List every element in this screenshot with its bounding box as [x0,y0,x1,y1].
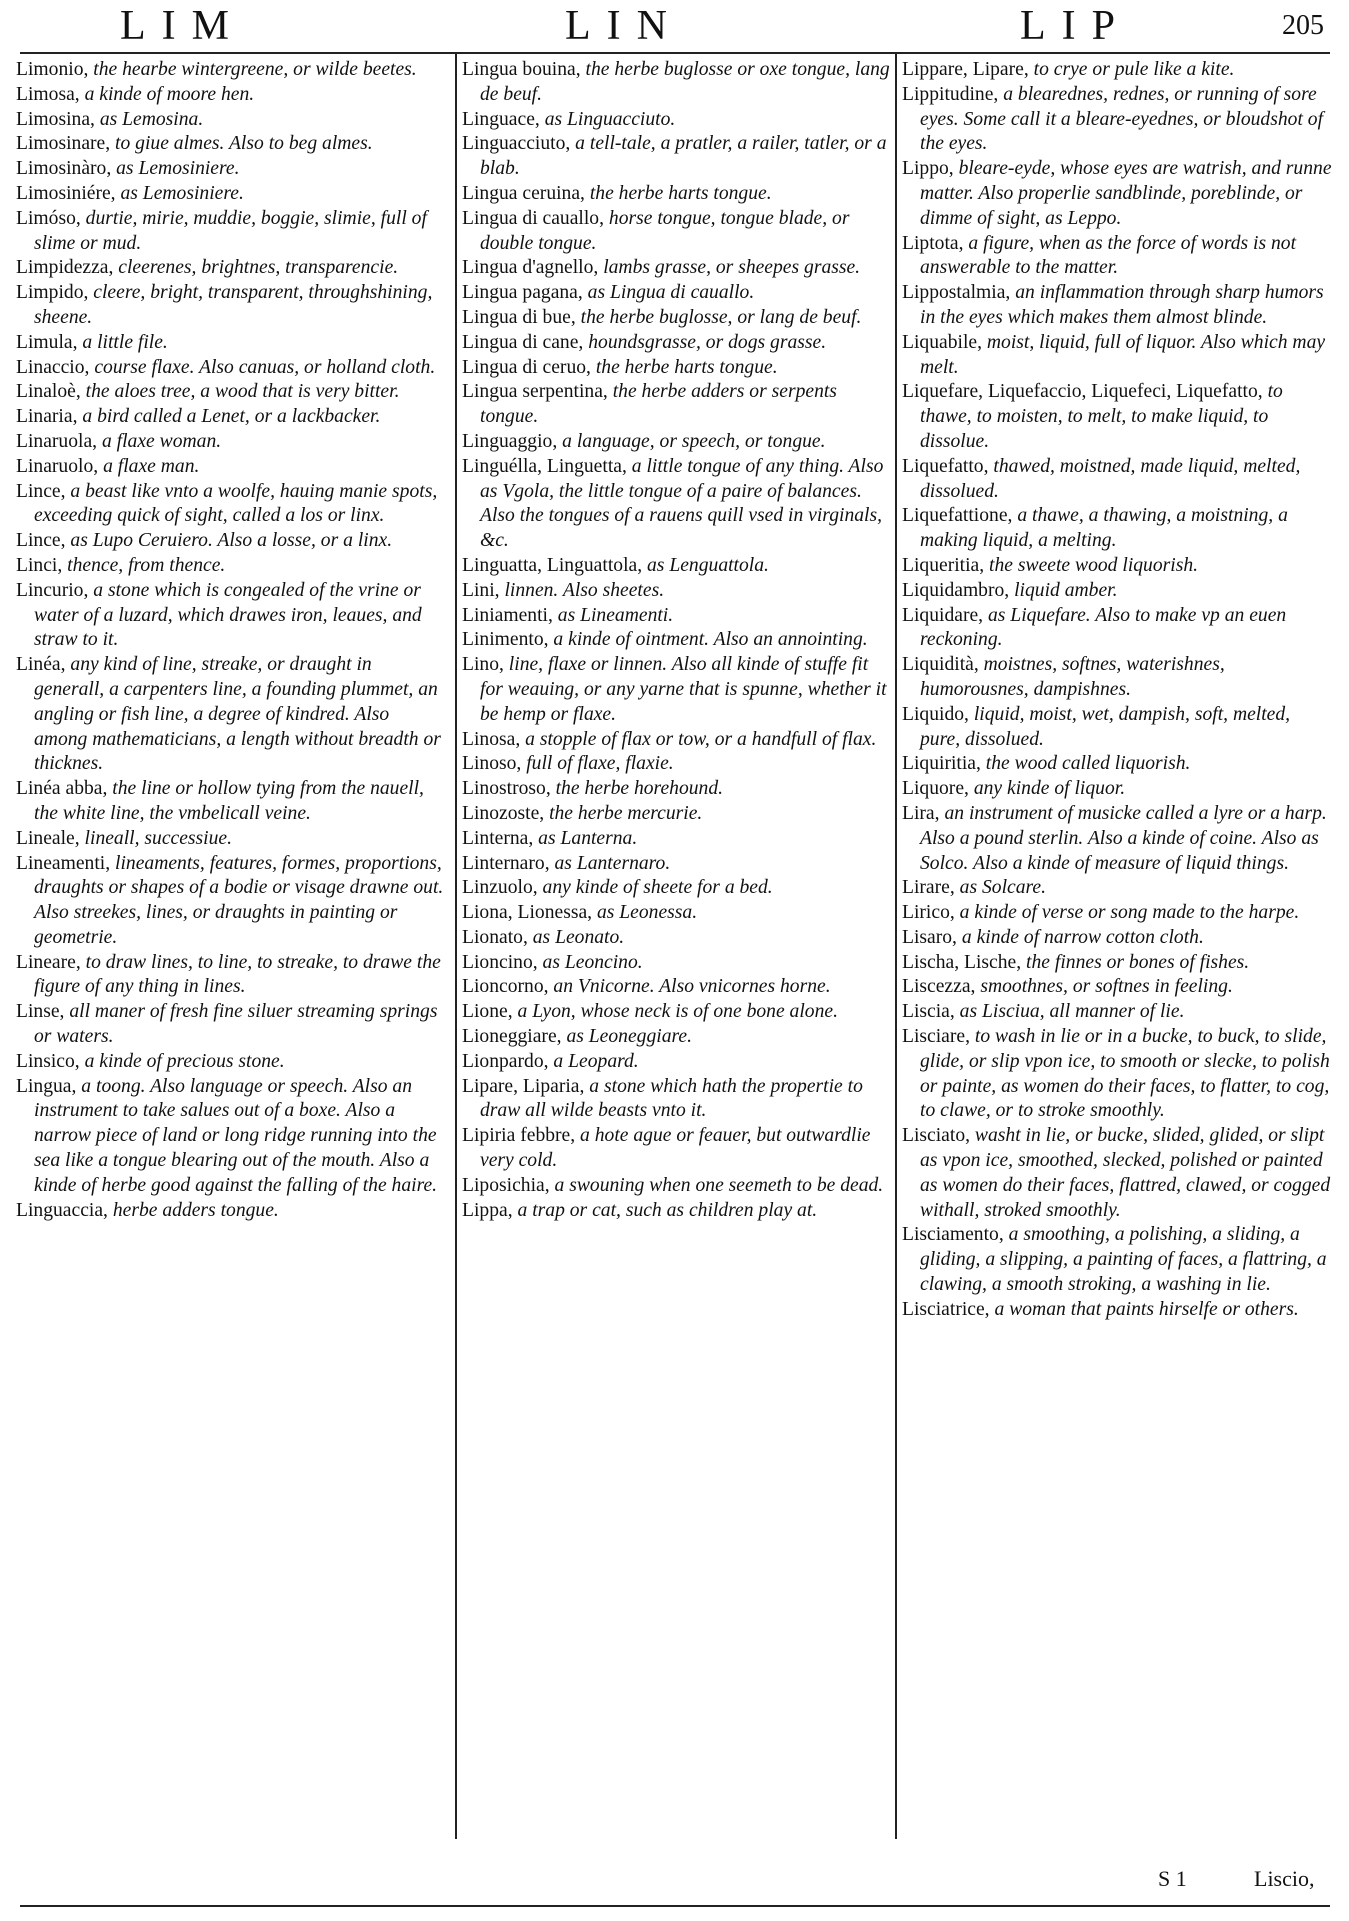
dictionary-entry [902,876,1332,901]
entry-headword: Lippo, [902,158,954,180]
entry-definition: lineaments, features, formes, proportions, draughts or shapes of a bodie or visage drawne out. Also streekes, lines, or draughts in painting or geometrie. [34,852,444,948]
dictionary-entry [16,256,446,281]
entry-headword: Limosinàro, [16,158,112,180]
entry-definition: a woman that paints hirselfe or others. [989,1298,1299,1320]
entry-definition: a little tongue of any thing. Also as Vgola, the little tongue of a paire of balances. Also the tongues of a rauens quill vsed in virginals, &c. [480,455,884,552]
entry-headword: Lionpardo, [462,1050,549,1072]
entry-headword: Lisciatrice, [902,1298,990,1320]
dictionary-entry [462,901,892,926]
entry-headword: Limosinare, [16,133,111,155]
dictionary-entry [462,827,892,852]
entry-definition: as Lemosiniere. [111,158,240,180]
dictionary-entry [462,182,892,207]
dictionary-entry [902,504,1332,554]
entry-definition: to thawe, to moisten, to melt, to make liquid, to dissolue. [920,381,1283,452]
entry-definition: a figure, when as the force of words is not answerable to the matter. [920,232,1297,279]
entry-definition: the herbe mercurie. [544,802,703,824]
entry-headword: Lini, [462,579,500,601]
entry-definition: to draw lines, to line, to streake, to drawe the figure of any thing in lines. [34,951,441,998]
entry-headword: Lippa, [462,1199,513,1221]
dictionary-entry [16,1000,446,1050]
entry-definition: a thawe, a thawing, a moistning, a making liquid, a melting. [920,505,1288,552]
dictionary-entry [462,604,892,629]
entry-headword: Limpidezza, [16,257,114,279]
entry-headword: Lioncorno, [462,976,549,998]
entry-headword: Lingua d'agnello, [462,257,599,279]
catchword: Liscio, [1254,1866,1315,1891]
entry-headword: Lioncino, [462,951,538,973]
entry-definition: as Leonessa. [592,902,698,924]
entry-headword: Lirare, [902,877,955,899]
entry-definition: as Lenguattola. [642,554,769,576]
dictionary-entry [462,1199,892,1224]
entry-definition: liquid, moist, wet, dampish, soft, melted, pure, dissolued. [920,703,1291,750]
entry-headword: Linimento, [462,629,549,651]
entry-definition: the herbe adders or serpents tongue. [480,381,837,428]
header-left: LIM [120,3,245,49]
dictionary-entry [16,777,446,827]
entry-definition: a Leopard. [548,1050,639,1072]
entry-definition: a kinde of ointment. Also an annointing. [548,629,868,651]
entry-headword: Lineamenti, [16,852,111,874]
entry-headword: Lionato, [462,926,528,948]
entry-definition: to crye or pule like a kite. [1028,59,1235,80]
entry-headword: Limpido, [16,282,89,304]
entry-headword: Lischa, Lische, [902,951,1022,973]
entry-headword: Lingua, [16,1075,77,1097]
entry-definition: a smoothing, a polishing, a sliding, a gliding, a slipping, a painting of faces, a flattring, a clawing, a smooth stroking, a washing in lie. [920,1224,1327,1296]
dictionary-entry [902,703,1332,753]
entry-definition: the herbe horehound. [550,778,724,800]
dictionary-entry [462,256,892,281]
dictionary-entry [902,653,1332,703]
dictionary-entry [462,554,892,579]
dictionary-entry [462,1025,892,1050]
entry-definition: lineall, successiue. [79,827,233,849]
entry-headword: Liposichia, [462,1174,550,1196]
entry-headword: Linsico, [16,1050,80,1072]
dictionary-entry [16,827,446,852]
entry-definition: a tell-tale, a pratler, a railer, tatler, or a blab. [480,133,887,180]
entry-headword: Liscia, [902,1001,955,1023]
entry-headword: Limonio, [16,59,89,80]
entry-headword: Lira, [902,802,940,824]
dictionary-entry [16,331,446,356]
entry-headword: Liquidambro, [902,579,1010,601]
entry-headword: Liquefare, Liquefaccio, Liquefeci, Liquefatto, [902,381,1263,403]
entry-definition: the herbe harts tongue. [584,182,772,204]
entry-definition: horse tongue, tongue blade, or double tongue. [480,207,850,254]
entry-headword: Linguaggio, [462,430,558,452]
entry-headword: Linosa, [462,728,521,750]
dictionary-entry [462,1000,892,1025]
entry-headword: Linéa, [16,654,66,676]
dictionary-entry [902,752,1332,777]
dictionary-entry [16,83,446,108]
entry-definition: any kinde of liquor. [968,778,1126,800]
footer-rule [20,1905,1330,1907]
entry-definition: cleerenes, brightnes, transparencie. [113,257,399,279]
column-3 [902,58,1332,1818]
entry-headword: Lino, [462,654,504,676]
entry-headword: Lingua di ceruo, [462,356,591,378]
dictionary-entry [902,331,1332,381]
dictionary-entry [462,579,892,604]
entry-headword: Limula, [16,331,78,353]
column-1 [16,58,446,1818]
column-2 [462,58,892,1818]
entry-headword: Lioneggiare, [462,1026,562,1048]
entry-definition: any kind of line, streake, or draught in generall, a carpenters line, a founding plummet, an angling or fish line, a degree of kindred. Also among mathematicians, a length without breadth or thicknes. [34,654,441,775]
entry-headword: Liquore, [902,778,969,800]
entry-definition: durtie, mirie, muddie, boggie, slimie, full of slime or mud. [34,207,427,254]
dictionary-entry [16,1199,446,1224]
entry-definition: a Lyon, whose neck is of one bone alone. [512,1001,838,1023]
dictionary-entry [902,380,1332,454]
dictionary-entry [902,1223,1332,1297]
dictionary-entry [902,554,1332,579]
dictionary-entry [462,876,892,901]
entry-definition: to wash in lie or in a bucke, to buck, to slide, glide, or slip vpon ice, to smooth or slecke, to polish or painte, as women do their faces, to flatter, to cog, to clawe, or to stroke smoothly. [920,1026,1330,1122]
entry-definition: all maner of fresh fine siluer streaming springs or waters. [34,1001,438,1048]
dictionary-entry [902,802,1332,876]
dictionary-entry [462,1075,892,1125]
entry-definition: bleare-eyde, whose eyes are watrish, and runne matter. Also properlie sandblinde, poreblinde, or dimme of sight, as Leppo. [920,158,1332,229]
column-divider-1 [455,54,457,1839]
entry-headword: Lippitudine, [902,83,999,105]
entry-definition: as Leoncino. [537,951,643,973]
entry-definition: as Lemosina. [94,108,204,130]
entry-headword: Lione, [462,1001,513,1023]
dictionary-entry [16,108,446,133]
header-rule [20,52,1330,54]
entry-definition: a kinde of narrow cotton cloth. [956,926,1204,948]
page-number: 205 [1282,10,1324,41]
entry-definition: houndsgrasse, or dogs grasse. [583,331,827,353]
entry-headword: Limosiniére, [16,182,116,204]
entry-definition: as Liquefare. Also to make vp an euen reckoning. [920,604,1287,651]
entry-headword: Lippare, Lipare, [902,59,1029,80]
dictionary-entry [902,281,1332,331]
entry-headword: Lingua bouina, [462,59,581,80]
entry-headword: Liquefattione, [902,505,1013,527]
entry-headword: Lipiria febbre, [462,1125,576,1147]
entry-headword: Linaloè, [16,381,81,403]
dictionary-entry [16,951,446,1001]
dictionary-entry [462,752,892,777]
entry-definition: as Lupo Ceruiero. Also a losse, or a linx. [65,530,393,552]
dictionary-entry [902,975,1332,1000]
entry-definition: a flaxe man. [98,455,200,477]
dictionary-entry [16,281,446,331]
entry-definition: the herbe buglosse, or lang de beuf. [575,306,862,328]
entry-definition: as Solcare. [954,877,1047,899]
entry-definition: the herbe harts tongue. [590,356,778,378]
dictionary-entry [902,901,1332,926]
entry-headword: Linozoste, [462,802,545,824]
dictionary-entry [462,1124,892,1174]
dictionary-entry [16,653,446,777]
dictionary-entry [462,356,892,381]
entry-headword: Lisciamento, [902,1224,1004,1246]
dictionary-entry [462,975,892,1000]
dictionary-entry [16,182,446,207]
entry-headword: Liquiritia, [902,753,981,775]
entry-headword: Liptota, [902,232,964,254]
dictionary-entry [462,132,892,182]
dictionary-entry [16,157,446,182]
entry-definition: to giue almes. Also to beg almes. [110,133,373,155]
entry-definition: an Vnicorne. Also vnicornes horne. [548,976,831,998]
dictionary-entry [902,1000,1332,1025]
entry-definition: a stone which hath the propertie to draw all wilde beasts vnto it. [480,1075,863,1122]
entry-definition: a trap or cat, such as children play at. [512,1199,818,1221]
dictionary-entry [462,628,892,653]
entry-headword: Liona, Lionessa, [462,902,593,924]
entry-definition: as Lisciua, all manner of lie. [954,1001,1185,1023]
entry-headword: Liquidare, [902,604,984,626]
entry-headword: Limóso, [16,207,81,229]
entry-definition: linnen. Also sheetes. [499,579,665,601]
dictionary-entry [16,554,446,579]
dictionary-entry [462,951,892,976]
entry-headword: Linoso, [462,753,522,775]
entry-headword: Lirico, [902,902,955,924]
entry-headword: Lippostalmia, [902,282,1011,304]
running-header [20,0,1330,52]
entry-headword: Lingua di bue, [462,306,576,328]
entry-headword: Lingua di cane, [462,331,584,353]
entry-definition: a little file. [77,331,168,353]
entry-headword: Lisciare, [902,1026,970,1048]
entry-definition: a beast like vnto a woolfe, hauing manie spots, exceeding quick of sight, called a los or linx. [34,480,438,527]
entry-headword: Lisaro, [902,926,957,948]
entry-definition: as Lemosiniere. [115,182,244,204]
entry-definition: a bird called a Lenet, or a lackbacker. [77,406,381,428]
entry-definition: the finnes or bones of fishes. [1021,951,1250,973]
entry-headword: Lingua di cauallo, [462,207,605,229]
dictionary-entry [462,1174,892,1199]
entry-definition: as Lanterna. [533,827,638,849]
entry-definition: the line or hollow tying from the nauell, the white line, the vmbelicall veine. [34,778,424,824]
dictionary-entry [902,83,1332,157]
entry-definition: a swouning when one seemeth to be dead. [549,1174,884,1196]
dictionary-entry [462,306,892,331]
entry-definition: a kinde of moore hen. [79,83,255,105]
dictionary-entry [16,58,446,83]
dictionary-entry [902,1124,1332,1223]
entry-headword: Liquabile, [902,331,982,353]
dictionary-entry [462,1050,892,1075]
entry-definition: an instrument of musicke called a lyre or a harp. Also a pound sterlin. Also a kinde of coine. Also as Solco. Also a kinde of measure of liquid things. [920,802,1327,874]
entry-headword: Lincurio, [16,579,89,601]
dictionary-entry [462,926,892,951]
dictionary-entry [902,58,1332,83]
entry-definition: as Leonato. [527,926,625,948]
dictionary-entry [902,232,1332,282]
entry-headword: Linaruolo, [16,455,99,477]
header-right: LIP [1020,3,1131,49]
dictionary-entry [902,926,1332,951]
entry-definition: a kinde of verse or song made to the harpe. [954,902,1300,924]
entry-definition: moistnes, softnes, waterishnes, humorousnes, dampishnes. [920,654,1225,700]
entry-headword: Limosina, [16,108,95,130]
dictionary-entry [462,281,892,306]
entry-headword: Liscezza, [902,976,976,998]
entry-definition: as Lanternaro. [549,852,671,874]
entry-headword: Linzuolo, [462,877,538,899]
entry-headword: Linguacciuto, [462,133,571,155]
entry-definition: full of flaxe, flaxie. [521,753,674,775]
entry-definition: as Lineamenti. [552,604,674,626]
entry-headword: Lipare, Liparia, [462,1075,585,1097]
dictionary-entry [462,802,892,827]
entry-definition: course flaxe. Also canuas, or holland cloth. [89,356,436,378]
entry-headword: Linse, [16,1001,65,1023]
entry-definition: a kinde of precious stone. [79,1050,285,1072]
dictionary-entry [902,951,1332,976]
dictionary-entry [462,207,892,257]
dictionary-entry [902,604,1332,654]
entry-headword: Linéa abba, [16,778,108,800]
dictionary-entry [16,455,446,480]
dictionary-entry [462,58,892,108]
dictionary-entry [16,1075,446,1199]
entry-definition: the herbe buglosse or oxe tongue, lang de beuf. [480,59,890,105]
dictionary-entry [462,852,892,877]
entry-headword: Lineare, [16,951,81,973]
dictionary-entry [16,356,446,381]
entry-headword: Lince, [16,530,66,552]
column-divider-2 [895,54,897,1839]
entry-headword: Limosa, [16,83,80,105]
entry-definition: a stone which is congealed of the vrine or water of a luzard, which drawes iron, leaues, and straw to it. [34,579,422,651]
entry-definition: a language, or speech, or tongue. [557,430,826,452]
entry-definition: the wood called liquorish. [980,753,1191,775]
dictionary-entry [902,1298,1332,1323]
entry-headword: Lingua ceruina, [462,182,585,204]
entry-definition: moist, liquid, full of liquor. Also which may melt. [920,331,1326,378]
entry-definition: a stopple of flax or tow, or a handfull of flax. [520,728,877,750]
dictionary-entry [16,480,446,530]
entry-definition: as Linguacciuto. [539,108,676,130]
dictionary-entry [462,430,892,455]
entry-definition: a blearednes, rednes, or running of sore eyes. Some call it a bleare-eyednes, or bloudshot of the eyes. [920,83,1324,155]
entry-headword: Linternaro, [462,852,550,874]
entry-definition: as Leoneggiare. [561,1026,692,1048]
entry-definition: an inflammation through sharp humors in the eyes which makes them almost blinde. [920,282,1324,328]
entry-definition: a hote ague or feauer, but outwardlie very cold. [480,1125,871,1172]
dictionary-entry [902,455,1332,505]
entry-headword: Linaruola, [16,430,98,452]
dictionary-entry [462,728,892,753]
entry-headword: Linaccio, [16,356,90,378]
signature-mark: S 1 [1158,1866,1187,1891]
dictionary-entry [462,108,892,133]
entry-definition: liquid amber. [1009,579,1118,601]
entry-headword: Linterna, [462,827,534,849]
entry-definition: cleere, bright, transparent, throughshining, sheene. [34,282,433,328]
entry-headword: Lisciato, [902,1125,971,1147]
entry-headword: Linostroso, [462,778,551,800]
entry-definition: a toong. Also language or speech. Also an instrument to take salues out of a boxe. Also a narrow piece of land or long ridge running into the sea like a tongue blearing out of the mouth. Also a kinde of herbe good against the falling of the haire. [34,1075,438,1196]
dictionary-entry [902,777,1332,802]
entry-headword: Linguélla, Linguetta, [462,455,627,477]
entry-definition: the aloes tree, a wood that is very bitter. [80,381,400,403]
entry-headword: Linci, [16,554,63,576]
entry-definition: thence, from thence. [62,554,226,576]
dictionary-entry [16,207,446,257]
entry-headword: Linguatta, Linguattola, [462,554,643,576]
dictionary-entry [16,405,446,430]
entry-headword: Lingua serpentina, [462,381,608,403]
entry-definition: thawed, moistned, made liquid, melted, dissolued. [920,455,1301,502]
dictionary-entry [462,777,892,802]
dictionary-entry [902,579,1332,604]
entry-definition: any kinde of sheete for a bed. [537,877,773,899]
entry-headword: Liquido, [902,703,969,725]
entry-definition: as Lingua di cauallo. [582,282,755,304]
entry-definition: the sweete wood liquorish. [984,554,1199,576]
entry-headword: Linguace, [462,108,540,130]
entry-definition: line, flaxe or linnen. Also all kinde of stuffe fit for weauing, or any yarne that is spunne, whether it be hemp or flaxe. [480,654,887,725]
entry-headword: Lince, [16,480,66,502]
dictionary-entry [16,529,446,554]
entry-headword: Lingua pagana, [462,282,583,304]
entry-headword: Linguaccia, [16,1199,108,1221]
dictionary-entry [16,132,446,157]
dictionary-entry [902,1025,1332,1124]
dictionary-entry [462,455,892,554]
dictionary-entry [16,852,446,951]
dictionary-entry [16,1050,446,1075]
dictionary-entry [462,380,892,430]
entry-definition: washt in lie, or bucke, slided, glided, or slipt as vpon ice, smoothed, slecked, polished or painted as women do their faces, flattred, clawed, or cogged withall, stroked smoothly. [920,1125,1331,1221]
entry-definition: lambs grasse, or sheepes grasse. [598,257,861,279]
entry-headword: Liquidità, [902,654,979,676]
dictionary-entry [462,331,892,356]
entry-headword: Lineale, [16,827,80,849]
dictionary-entry [902,157,1332,231]
entry-headword: Liqueritia, [902,554,985,576]
entry-headword: Liquefatto, [902,455,989,477]
dictionary-entry [462,653,892,727]
entry-definition: the hearbe wintergreene, or wilde beetes. [88,59,417,80]
entry-definition: smoothnes, or softnes in feeling. [975,976,1233,998]
entry-headword: Liniamenti, [462,604,553,626]
header-center: LIN [565,3,683,49]
entry-definition: a flaxe woman. [97,430,222,452]
dictionary-entry [16,380,446,405]
entry-headword: Linaria, [16,406,78,428]
entry-definition: herbe adders tongue. [107,1199,279,1221]
dictionary-entry [16,579,446,653]
dictionary-entry [16,430,446,455]
